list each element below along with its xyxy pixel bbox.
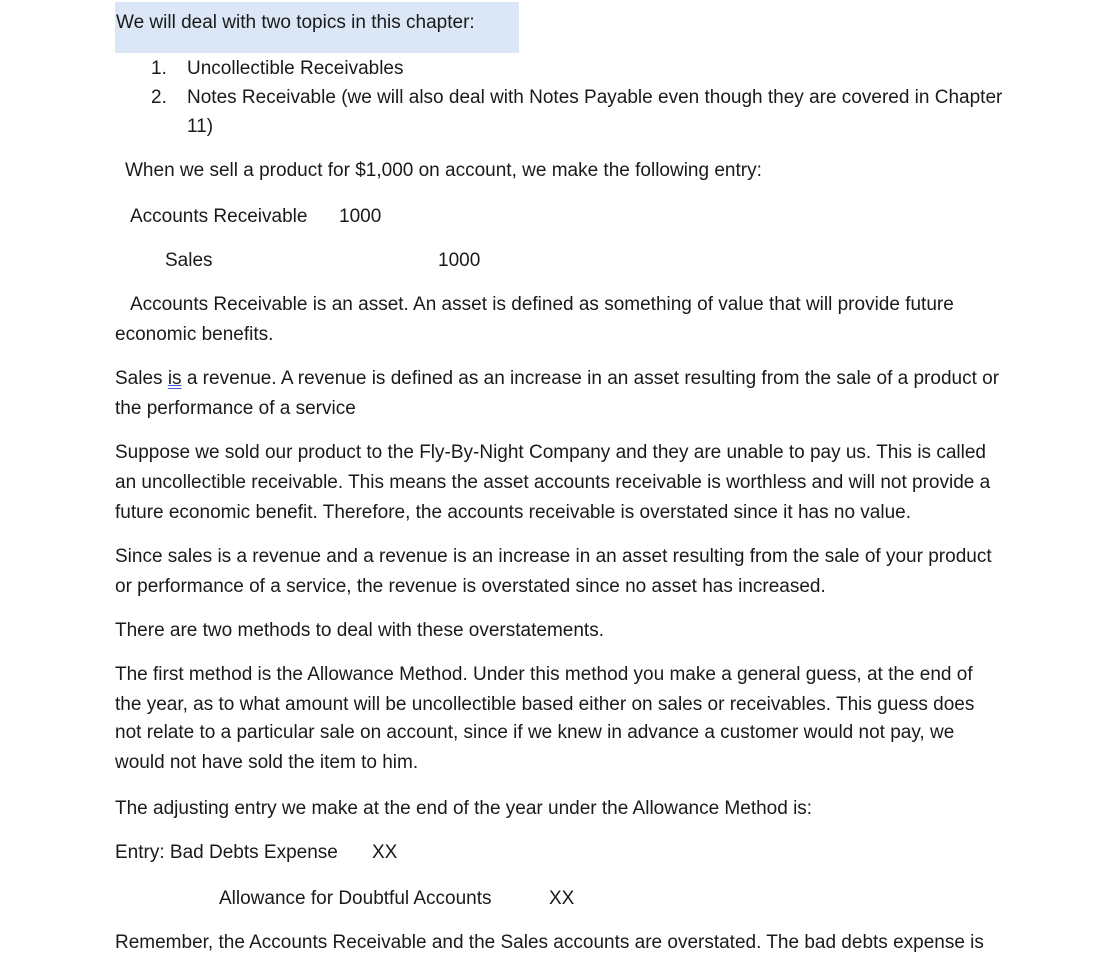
asset-para-line1[interactable]: Accounts Receivable is an asset. An asset is defined as something of value that will provide future [130, 294, 954, 315]
entry2-credit-amount[interactable]: XX [549, 888, 575, 909]
first-method-line3[interactable]: not relate to a particular sale on account, since if we knew in advance a customer would not pay, we [115, 722, 955, 743]
entry2-debit-account[interactable]: Entry: Bad Debts Expense [115, 842, 338, 863]
first-method-line2[interactable]: the year, as to what amount will be uncollectible based either on sales or receivables. This guess does [115, 694, 975, 715]
since-para-line1[interactable]: Since sales is a revenue and a revenue is an increase in an asset resulting from the sale of your product [115, 546, 992, 567]
sell-intro-text[interactable]: When we sell a product for $1,000 on account, we make the following entry: [125, 160, 762, 181]
two-methods-text[interactable]: There are two methods to deal with these overstatements. [115, 620, 604, 641]
word-sales: Sales [115, 368, 163, 389]
entry1-debit-account[interactable]: Accounts Receivable [130, 206, 308, 227]
revenue-para-rest: a revenue. A revenue is defined as an increase in an asset resulting from the sale of a product or [186, 368, 1000, 389]
intro-text[interactable]: We will deal with two topics in this chapter: [116, 12, 475, 33]
grammar-flag-is[interactable]: is [167, 368, 182, 389]
first-method-line4[interactable]: would not have sold the item to him. [115, 752, 419, 773]
list-number: 1. [151, 58, 167, 79]
revenue-para-line1[interactable] [115, 364, 999, 394]
list-item-2-continuation[interactable]: 11) [187, 116, 214, 137]
suppose-para-line3[interactable]: future economic benefit. Therefore, the accounts receivable is overstated since it has no value. [115, 502, 911, 523]
list-item-2[interactable] [151, 83, 1002, 113]
list-item-1[interactable] [151, 54, 404, 84]
entry2-credit-account[interactable]: Allowance for Doubtful Accounts [219, 888, 492, 909]
remember-line[interactable]: Remember, the Accounts Receivable and the Sales accounts are overstated. The bad debts expense is [115, 932, 984, 953]
revenue-para-line2[interactable]: the performance of a service [115, 398, 356, 419]
entry1-debit-amount[interactable]: 1000 [339, 206, 382, 227]
entry2-debit-amount[interactable]: XX [372, 842, 398, 863]
suppose-para-line2[interactable]: an uncollectible receivable. This means the asset accounts receivable is worthless and will not provide a [115, 472, 991, 493]
list-text: Notes Receivable (we will also deal with Notes Payable even though they are covered in Chapter [187, 87, 1003, 108]
first-method-line1[interactable]: The first method is the Allowance Method. Under this method you make a general guess, at the end of [115, 664, 973, 685]
list-number: 2. [151, 87, 167, 108]
list-text: Uncollectible Receivables [187, 58, 404, 79]
entry1-credit-amount[interactable]: 1000 [438, 250, 481, 271]
asset-para-line2[interactable]: economic benefits. [115, 324, 274, 345]
entry1-credit-account[interactable]: Sales [165, 250, 213, 271]
adjusting-intro-text[interactable]: The adjusting entry we make at the end of the year under the Allowance Method is: [115, 798, 813, 819]
suppose-para-line1[interactable]: Suppose we sold our product to the Fly-By-Night Company and they are unable to pay us. This is called [115, 442, 986, 463]
since-para-line2[interactable]: or performance of a service, the revenue is overstated since no asset has increased. [115, 576, 826, 597]
